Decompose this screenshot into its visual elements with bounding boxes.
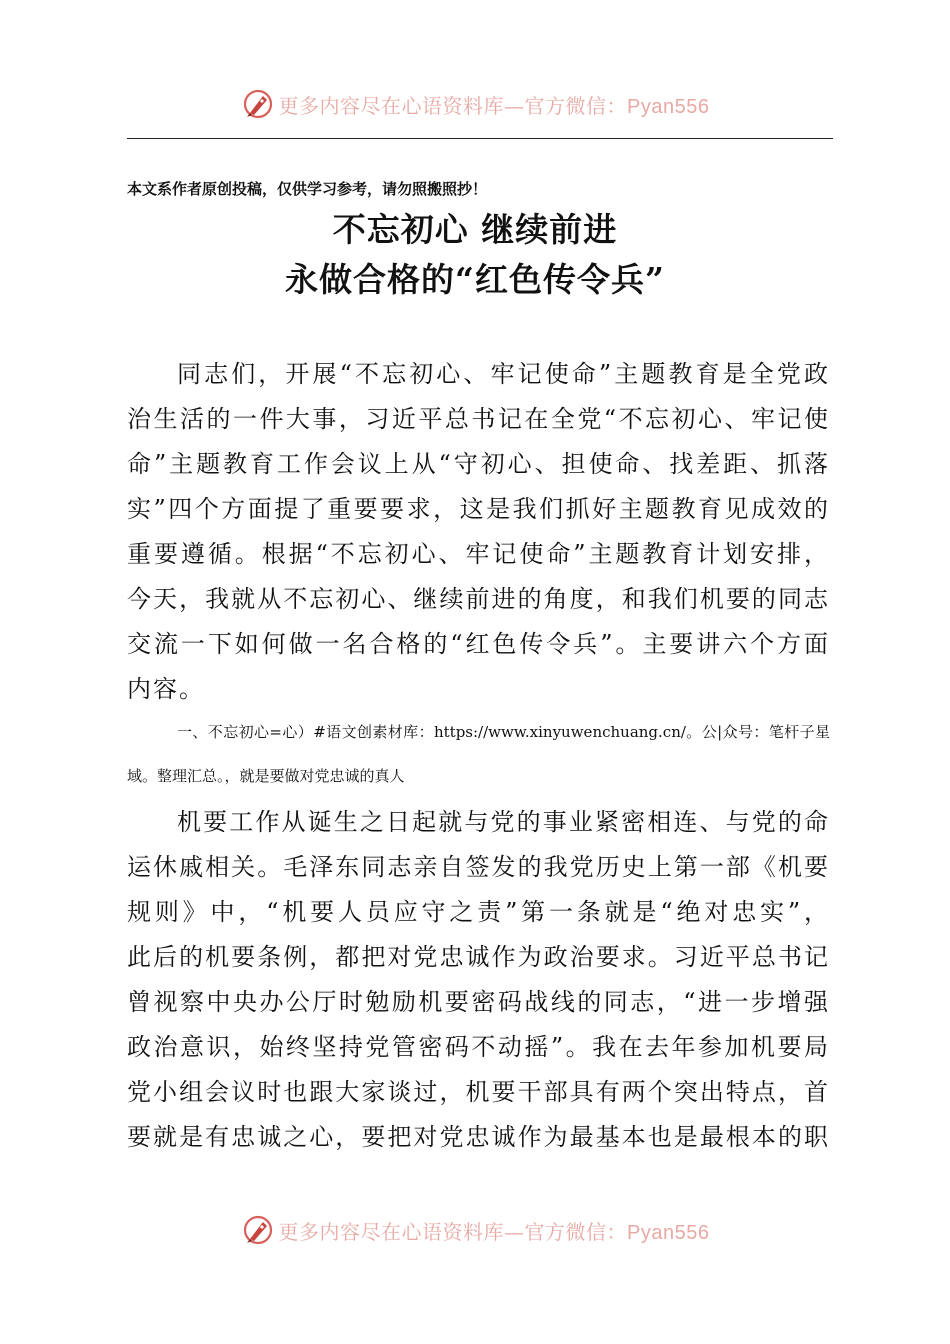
intro-line: 内容。 [127, 675, 205, 703]
intro-line: 今天，我就从不忘初心、继续前进的角度，和我们机要的同志 [127, 585, 830, 613]
document-title-line1: 不忘初心 继续前进 [332, 210, 618, 249]
intro-line: 实”四个方面提了重要要求，这是我们抓好主题教育见成效的 [127, 495, 830, 523]
section-heading: 一、不忘初心=心）#语文创素材库：https://www.xinyuwenchuang.cn/。公|众号：笔杆子星 [177, 723, 830, 741]
section-line: 曾视察中央办公厅时勉励机要密码战线的同志，“进一步增强 [127, 988, 830, 1016]
page-header-brand [0, 82, 950, 126]
brand-wechat-id: Pyan556 [627, 95, 710, 118]
pen-nib-logo-icon [241, 1213, 275, 1247]
header-divider [127, 138, 833, 139]
brand-text [279, 1216, 710, 1245]
pen-nib-logo-icon [241, 87, 275, 121]
intro-line: 治生活的一件大事，习近平总书记在全党“不忘初心、牢记使 [127, 405, 830, 433]
section-heading-continued: 域。整理汇总。，就是要做对党忠诚的真人 [127, 767, 405, 785]
page-footer-brand [0, 1208, 950, 1252]
brand-text-cn: 更多内容尽在心语资料库—官方微信： [278, 93, 628, 118]
disclaimer: 本文系作者原创投稿，仅供学习参考，请勿照搬照抄！ [127, 180, 488, 198]
intro-line: 命”主题教育工作会议上从“守初心、担使命、找差距、抓落 [127, 450, 830, 478]
intro-line: 交流一下如何做一名合格的“红色传令兵”。主要讲六个方面 [127, 630, 830, 658]
section-line: 党小组会议时也跟大家谈过，机要干部具有两个突出特点，首 [127, 1078, 830, 1106]
intro-line: 重要遵循。根据“不忘初心、牢记使命”主题教育计划安排， [127, 540, 830, 568]
brand-wechat-id: Pyan556 [627, 1221, 710, 1244]
brand-text-cn: 更多内容尽在心语资料库—官方微信： [278, 1219, 628, 1244]
section-line: 要就是有忠诚之心，要把对党忠诚作为最基本也是最根本的职 [127, 1123, 830, 1151]
document-title-line2: 永做合格的“红色传令兵” [285, 260, 665, 299]
intro-line: 同志们，开展“不忘初心、牢记使命”主题教育是全党政 [177, 360, 830, 388]
section-line: 此后的机要条例，都把对党忠诚作为政治要求。习近平总书记 [127, 943, 830, 971]
section-line: 规则》中，“机要人员应守之责”第一条就是“绝对忠实”， [127, 898, 830, 926]
section-line: 运休戚相关。毛泽东同志亲自签发的我党历史上第一部《机要 [127, 853, 830, 881]
brand-text [279, 90, 710, 119]
section-line: 政治意识，始终坚持党管密码不动摇”。我在去年参加机要局 [127, 1033, 830, 1061]
section-line: 机要工作从诞生之日起就与党的事业紧密相连、与党的命 [177, 808, 830, 836]
